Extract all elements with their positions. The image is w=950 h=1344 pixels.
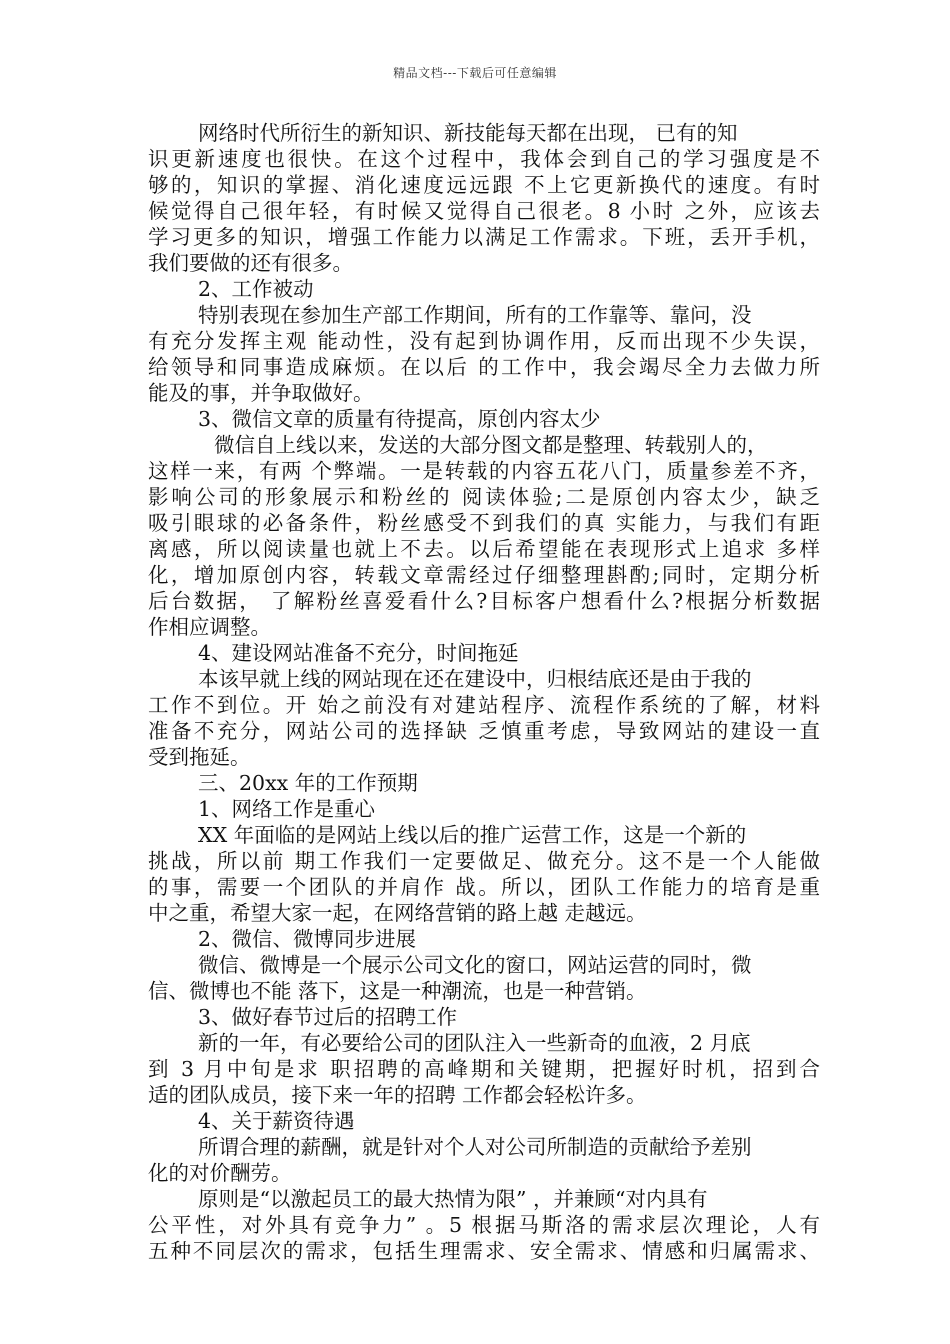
text-line: 信、微博也不能 落下，这是一种潮流，也是一种营销。	[148, 979, 647, 1003]
text-line: 本该早就上线的网站现在还在建设中，归根结底还是由于我的	[198, 667, 752, 691]
text-line: 三、20xx 年的工作预期	[198, 771, 418, 795]
text-line: 特别表现在参加生产部工作期间，所有的工作靠等、靠问，没	[198, 303, 752, 327]
text-line: 网络时代所衍生的新知识、新技能每天都在出现， 已有的知	[198, 121, 738, 145]
page-header: 精品文档---下载后可任意编辑	[393, 66, 557, 80]
text-line: 有充分发挥主观 能动性，没有起到协调作用，反而出现不少失误，	[148, 329, 820, 353]
text-line: 到 3 月中旬是求 职招聘的高峰期和关键期，把握好时机，招到合	[148, 1057, 820, 1081]
text-line: 候觉得自己很年轻，有时候又觉得自己很老。8 小时 之外，应该去	[148, 199, 820, 223]
text-line: 给领导和同事造成麻烦。在以后 的工作中，我会竭尽全力去做力所	[148, 355, 820, 379]
text-line: 3、微信文章的质量有待提高，原创内容太少	[198, 407, 601, 431]
text-line: 五种不同层次的需求，包括生理需求、安全需求、情感和归属需求、	[148, 1239, 820, 1263]
text-line: 吸引眼球的必备条件，粉丝感受不到我们的真 实能力，与我们有距	[148, 511, 820, 535]
text-line: 离感，所以阅读量也就上不去。以后希望能在表现形式上追求 多样	[148, 537, 820, 561]
text-line: 原则是“以激起员工的最大热情为限” ，并兼顾“对内具有	[198, 1187, 708, 1211]
text-line: 中之重，希望大家一起，在网络营销的路上越 走越远。	[148, 901, 647, 925]
text-line: 能及的事，并争取做好。	[148, 381, 374, 405]
text-line: 挑战，所以前 期工作我们一定要做足、做充分。这不是一个人能做	[148, 849, 820, 873]
text-line: 化的对价酬劳。	[148, 1161, 292, 1185]
text-line: 所谓合理的薪酬，就是针对个人对公司所制造的贡献给予差别	[198, 1135, 752, 1159]
text-line: 后台数据， 了解粉丝喜爱看什么?目标客户想看什么?根据分析数据	[148, 589, 820, 613]
text-line: 公平性，对外具有竞争力” 。5 根据马斯洛的需求层次理论，人有	[148, 1213, 820, 1237]
document-body	[148, 120, 820, 1264]
text-line: 2、工作被动	[198, 277, 314, 301]
text-line: XX 年面临的是网站上线以后的推广运营工作，这是一个新的	[198, 823, 747, 847]
text-line: 4、关于薪资待遇	[198, 1109, 355, 1133]
text-line: 影响公司的形象展示和粉丝的 阅读体验;二是原创内容太少，缺乏	[148, 485, 820, 509]
text-line: 识更新速度也很快。在这个过程中，我体会到自己的学习强度是不	[148, 147, 820, 171]
text-line: 的事，需要一个团队的并肩作 战。所以，团队工作能力的培育是重	[148, 875, 820, 899]
text-line: 我们要做的还有很多。	[148, 251, 353, 275]
text-line: 这样一来，有两 个弊端。一是转载的内容五花八门，质量参差不齐，	[148, 459, 820, 483]
text-line: 准备不充分，网站公司的选择缺 乏慎重考虑，导致网站的建设一直	[148, 719, 820, 743]
text-line: 够的，知识的掌握、消化速度远远跟 不上它更新换代的速度。有时	[148, 173, 820, 197]
text-line: 新的一年，有必要给公司的团队注入一些新奇的血液，2 月底	[198, 1031, 751, 1055]
text-line: 4、建设网站准备不充分，时间拖延	[198, 641, 519, 665]
text-line: 受到拖延。	[148, 745, 251, 769]
text-line: 微信自上线以来，发送的大部分图文都是整理、转载别人的，	[214, 433, 768, 457]
text-line: 3、做好春节过后的招聘工作	[198, 1005, 458, 1029]
text-line: 适的团队成员，接下来一年的招聘 工作都会轻松许多。	[148, 1083, 647, 1107]
text-line: 微信、微博是一个展示公司文化的窗口，网站运营的同时，微	[198, 953, 752, 977]
text-line: 作相应调整。	[148, 615, 271, 639]
text-line: 工作不到位。开 始之前没有对建站程序、流程作系统的了解，材料	[148, 693, 820, 717]
text-line: 1、网络工作是重心	[198, 797, 376, 821]
text-line: 学习更多的知识，增强工作能力以满足工作需求。下班，丢开手机，	[148, 225, 820, 249]
text-line: 2、微信、微博同步进展	[198, 927, 417, 951]
text-line: 化，增加原创内容，转载文章需经过仔细整理斟酌;同时，定期分析	[148, 563, 820, 587]
